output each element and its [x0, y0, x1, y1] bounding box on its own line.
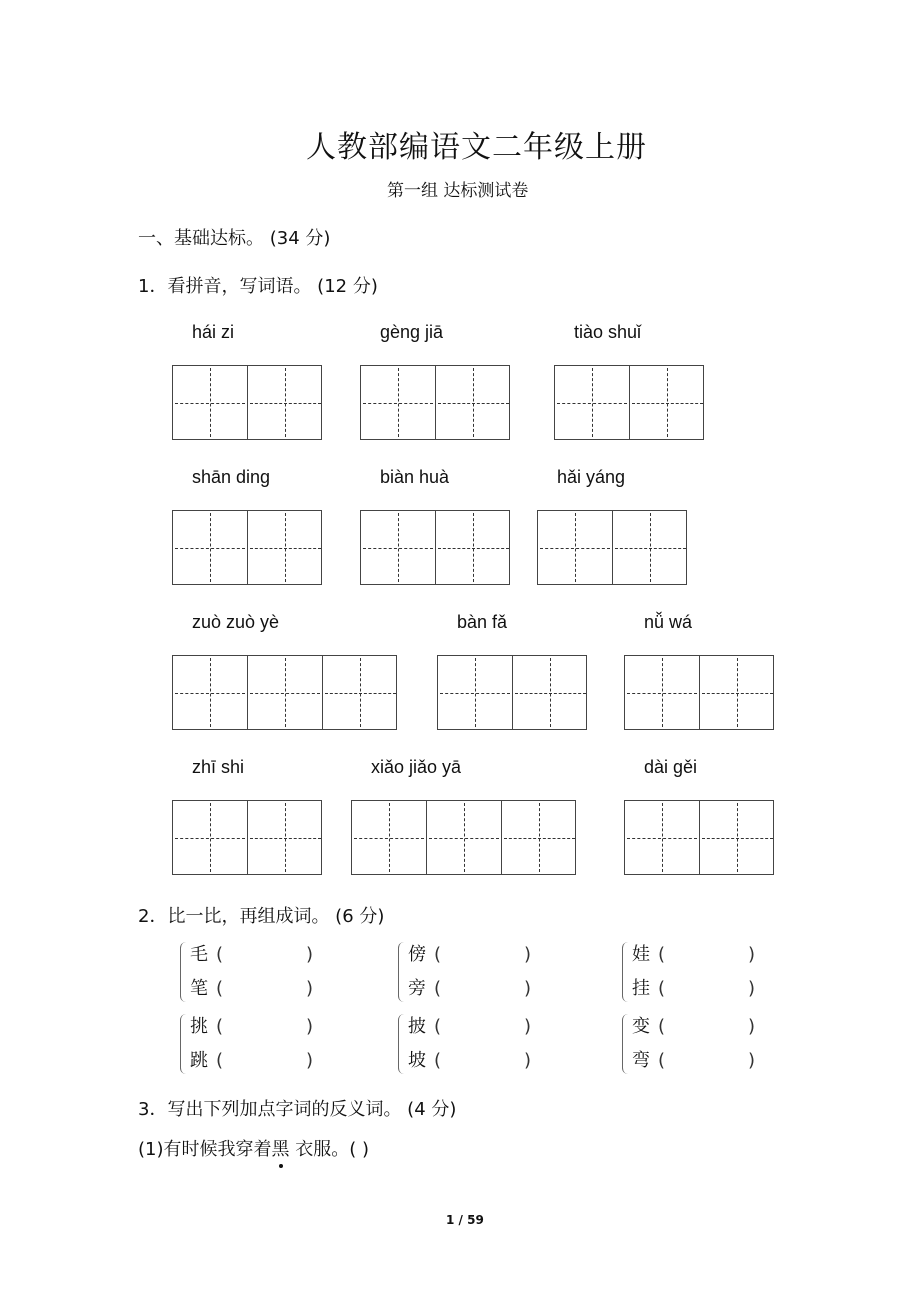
tianzige-cell[interactable]	[248, 366, 323, 439]
compare-row[interactable]	[190, 940, 314, 970]
tianzige-cell[interactable]	[502, 801, 577, 874]
tianzige-cell[interactable]	[438, 656, 513, 729]
guide-line	[702, 693, 773, 694]
tianzige-grid[interactable]	[360, 510, 510, 585]
q3-heading: 3．写出下列加点字词的反义词。 (4 分)	[138, 1099, 457, 1120]
compare-character: 弯	[632, 1050, 650, 1071]
guide-line	[627, 693, 697, 694]
tianzige-cell[interactable]	[248, 511, 323, 584]
tianzige-grid[interactable]	[624, 655, 774, 730]
compare-row[interactable]	[190, 1012, 314, 1042]
guide-line	[325, 693, 396, 694]
pinyin-label: shān ding	[192, 467, 271, 487]
pinyin-label: hǎi yáng	[557, 467, 626, 487]
guide-line	[615, 548, 686, 549]
compare-character: 毛	[190, 944, 208, 965]
tianzige-grid[interactable]	[437, 655, 587, 730]
compare-row[interactable]	[632, 974, 756, 1004]
brace-bracket	[398, 1014, 407, 1074]
answer-paren-open: (	[216, 1016, 224, 1037]
compare-group	[622, 1012, 782, 1080]
tianzige-cell[interactable]	[613, 511, 688, 584]
guide-line	[354, 838, 424, 839]
pinyin-label: biàn huà	[380, 467, 450, 487]
pinyin-label: zhī shi	[192, 757, 245, 777]
guide-line	[438, 548, 509, 549]
pinyin-label: zuò zuò yè	[192, 612, 280, 632]
answer-paren-close: )	[306, 978, 314, 999]
answer-paren-close: )	[524, 1016, 532, 1037]
answer-paren-open: (	[658, 1050, 666, 1071]
compare-row[interactable]	[408, 1012, 532, 1042]
pinyin-label: xiǎo jiǎo yā	[371, 757, 462, 777]
compare-row[interactable]	[190, 974, 314, 1004]
brace-bracket	[180, 1014, 189, 1074]
guide-line	[363, 548, 433, 549]
answer-paren-close: )	[748, 978, 756, 999]
tianzige-cell[interactable]	[248, 801, 323, 874]
compare-character: 傍	[408, 944, 426, 965]
guide-line	[557, 403, 627, 404]
tianzige-grid[interactable]	[172, 800, 322, 875]
compare-character: 披	[408, 1016, 426, 1037]
q3-item-1-dotted-word: 黑	[271, 1139, 290, 1160]
guide-line	[429, 838, 499, 839]
page-number: 1 / 59	[446, 1213, 484, 1227]
answer-paren-open: (	[658, 978, 666, 999]
compare-group	[622, 940, 782, 1008]
tianzige-cell[interactable]	[625, 801, 700, 874]
tianzige-cell[interactable]	[630, 366, 705, 439]
compare-row[interactable]	[408, 974, 532, 1004]
guide-line	[632, 403, 703, 404]
compare-character: 变	[632, 1016, 650, 1037]
answer-paren-close: )	[748, 944, 756, 965]
answer-paren-close: )	[524, 978, 532, 999]
compare-group	[398, 1012, 558, 1080]
guide-line	[504, 838, 575, 839]
tianzige-cell[interactable]	[361, 366, 436, 439]
answer-paren-open: (	[216, 944, 224, 965]
compare-character: 跳	[190, 1050, 208, 1071]
brace-bracket	[180, 942, 189, 1002]
answer-paren-close: )	[306, 1050, 314, 1071]
compare-row[interactable]	[408, 1046, 532, 1076]
q2-heading: 2．比一比，再组成词。 (6 分)	[138, 906, 385, 927]
guide-line	[175, 548, 245, 549]
tianzige-cell[interactable]	[427, 801, 502, 874]
pinyin-label: nǚ wá	[644, 612, 693, 632]
tianzige-grid[interactable]	[172, 365, 322, 440]
answer-paren-close: )	[748, 1016, 756, 1037]
guide-line	[175, 693, 245, 694]
guide-line	[175, 838, 245, 839]
part1-heading: 一、基础达标。 (34 分)	[138, 228, 331, 249]
tianzige-grid[interactable]	[360, 365, 510, 440]
answer-paren-open: (	[658, 1016, 666, 1037]
guide-line	[363, 403, 433, 404]
guide-line	[515, 693, 586, 694]
answer-paren-close: )	[524, 1050, 532, 1071]
brace-bracket	[622, 1014, 631, 1074]
pinyin-label: tiào shuǐ	[574, 322, 642, 342]
compare-row[interactable]	[632, 1012, 756, 1042]
tianzige-cell[interactable]	[700, 801, 775, 874]
q3-item-1-prefix: (1)有时候我穿着	[138, 1139, 272, 1160]
answer-paren-open: (	[216, 1050, 224, 1071]
answer-paren-close: )	[748, 1050, 756, 1071]
compare-character: 笔	[190, 978, 208, 999]
compare-character: 坡	[408, 1050, 426, 1071]
tianzige-cell[interactable]	[436, 511, 511, 584]
guide-line	[175, 403, 245, 404]
tianzige-cell[interactable]	[436, 366, 511, 439]
compare-character: 娃	[632, 944, 650, 965]
tianzige-cell[interactable]	[352, 801, 427, 874]
pinyin-label: hái zi	[192, 322, 235, 342]
compare-row[interactable]	[190, 1046, 314, 1076]
answer-paren-open: (	[434, 944, 442, 965]
pinyin-label: dài gěi	[644, 757, 698, 777]
answer-paren-open: (	[216, 978, 224, 999]
q3-item-1	[138, 1135, 369, 1161]
guide-line	[250, 548, 321, 549]
compare-row[interactable]	[632, 940, 756, 970]
answer-paren-open: (	[434, 1050, 442, 1071]
answer-paren-close: )	[306, 944, 314, 965]
guide-line	[250, 693, 320, 694]
page-subtitle: 第一组 达标测试卷	[387, 181, 529, 201]
tianzige-cell[interactable]	[173, 366, 248, 439]
compare-character: 挂	[632, 978, 650, 999]
tianzige-grid[interactable]	[172, 655, 397, 730]
tianzige-cell[interactable]	[173, 511, 248, 584]
q3-item-1-suffix: 衣服。( )	[289, 1139, 369, 1160]
tianzige-grid[interactable]	[624, 800, 774, 875]
compare-group	[180, 940, 340, 1008]
tianzige-cell[interactable]	[173, 656, 248, 729]
tianzige-cell[interactable]	[361, 511, 436, 584]
compare-character: 旁	[408, 978, 426, 999]
guide-line	[438, 403, 509, 404]
guide-line	[702, 838, 773, 839]
tianzige-cell[interactable]	[173, 801, 248, 874]
tianzige-grid[interactable]	[554, 365, 704, 440]
tianzige-cell[interactable]	[538, 511, 613, 584]
brace-bracket	[398, 942, 407, 1002]
q1-heading: 1．看拼音，写词语。 (12 分)	[138, 276, 378, 297]
compare-row[interactable]	[632, 1046, 756, 1076]
compare-group	[180, 1012, 340, 1080]
answer-paren-close: )	[524, 944, 532, 965]
tianzige-cell[interactable]	[513, 656, 588, 729]
guide-line	[627, 838, 697, 839]
tianzige-cell[interactable]	[625, 656, 700, 729]
guide-line	[250, 403, 321, 404]
page-title: 人教部编语文二年级上册	[306, 130, 647, 165]
answer-paren-close: )	[306, 1016, 314, 1037]
brace-bracket	[622, 942, 631, 1002]
compare-character: 挑	[190, 1016, 208, 1037]
guide-line	[440, 693, 510, 694]
tianzige-grid[interactable]	[172, 510, 322, 585]
answer-paren-open: (	[434, 978, 442, 999]
compare-group	[398, 940, 558, 1008]
tianzige-cell[interactable]	[700, 656, 775, 729]
tianzige-cell[interactable]	[555, 366, 630, 439]
pinyin-label: gèng jiā	[380, 322, 444, 342]
compare-row[interactable]	[408, 940, 532, 970]
tianzige-grid[interactable]	[351, 800, 576, 875]
guide-line	[540, 548, 610, 549]
answer-paren-open: (	[434, 1016, 442, 1037]
tianzige-grid[interactable]	[537, 510, 687, 585]
answer-paren-open: (	[658, 944, 666, 965]
guide-line	[250, 838, 321, 839]
tianzige-cell[interactable]	[323, 656, 398, 729]
pinyin-label: bàn fǎ	[457, 612, 508, 632]
tianzige-cell[interactable]	[248, 656, 323, 729]
